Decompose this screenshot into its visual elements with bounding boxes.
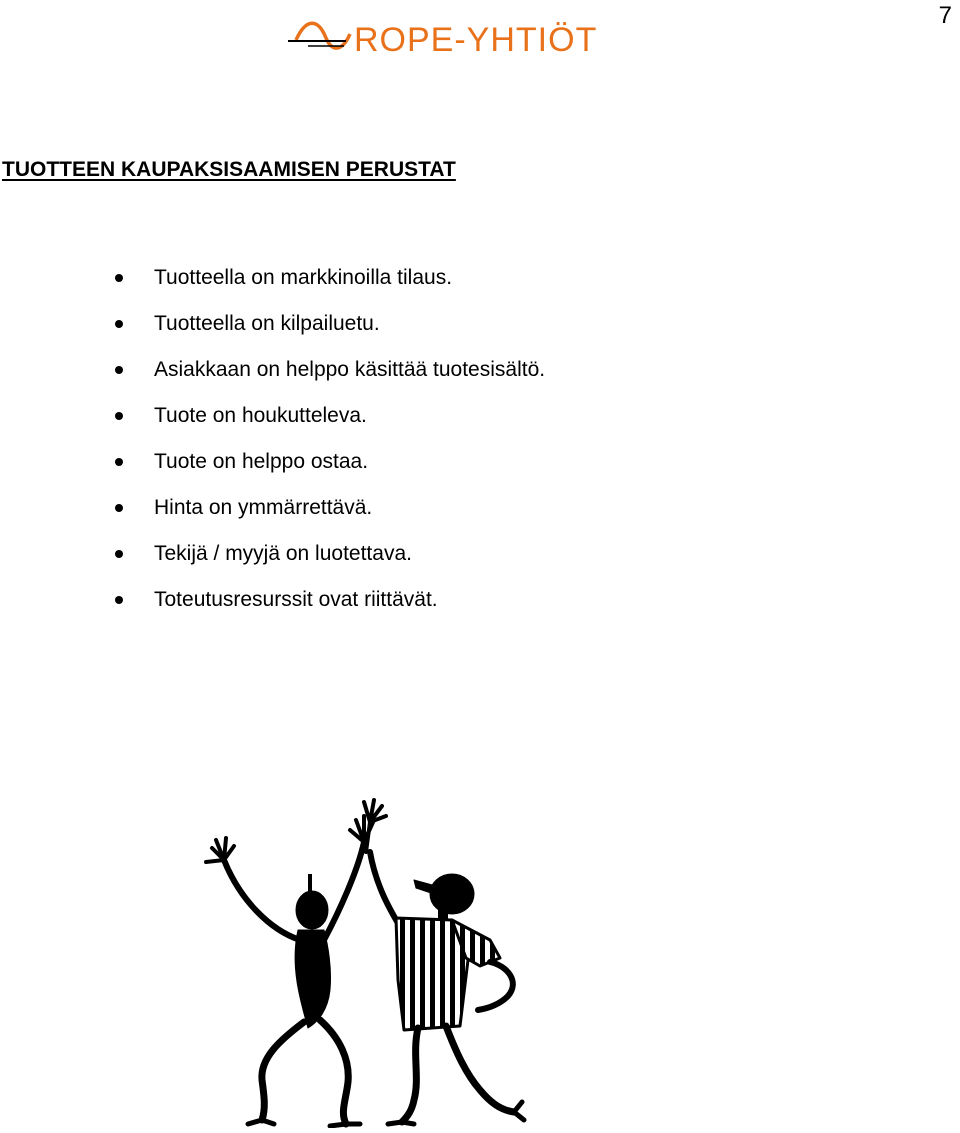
svg-text:ROPE-YHTIÖT: ROPE-YHTIÖT <box>354 21 598 59</box>
dancing-figures-illustration <box>190 790 540 1128</box>
list-item-text: Asiakkaan on helppo käsittää tuotesisältö. <box>154 358 546 381</box>
list-item-text: Tuotteella on kilpailuetu. <box>154 312 380 335</box>
list-item <box>108 538 545 584</box>
list-item <box>108 400 545 446</box>
list-item <box>108 584 545 630</box>
list-item-text: Tuote on houkutteleva. <box>154 404 367 427</box>
list-item <box>108 354 545 400</box>
list-item <box>108 262 545 308</box>
page-number: 7 <box>938 2 952 29</box>
bullet-icon <box>115 596 123 604</box>
bullet-icon <box>115 366 123 374</box>
bullet-icon <box>115 274 123 282</box>
bullet-icon <box>115 550 123 558</box>
list-item <box>108 446 545 492</box>
list-item-text: Tuote on helppo ostaa. <box>154 450 369 473</box>
list-item-text: Tuotteella on markkinoilla tilaus. <box>154 266 453 289</box>
bullet-icon <box>115 320 123 328</box>
high-five-figures-icon <box>190 790 540 1128</box>
bullet-icon <box>115 504 123 512</box>
list-item-text: Toteutusresurssit ovat riittävät. <box>154 588 438 611</box>
bullet-list <box>108 262 545 630</box>
bullet-icon <box>115 412 123 420</box>
list-item <box>108 492 545 538</box>
list-item <box>108 308 545 354</box>
document-title: TUOTTEEN KAUPAKSISAAMISEN PERUSTAT <box>2 158 456 181</box>
bullet-icon <box>115 458 123 466</box>
list-item-text: Hinta on ymmärrettävä. <box>154 496 373 519</box>
list-item-text: Tekijä / myyjä on luotettava. <box>154 542 412 565</box>
rope-yhtiot-logo <box>288 14 618 62</box>
logo-wave-icon <box>288 14 618 62</box>
